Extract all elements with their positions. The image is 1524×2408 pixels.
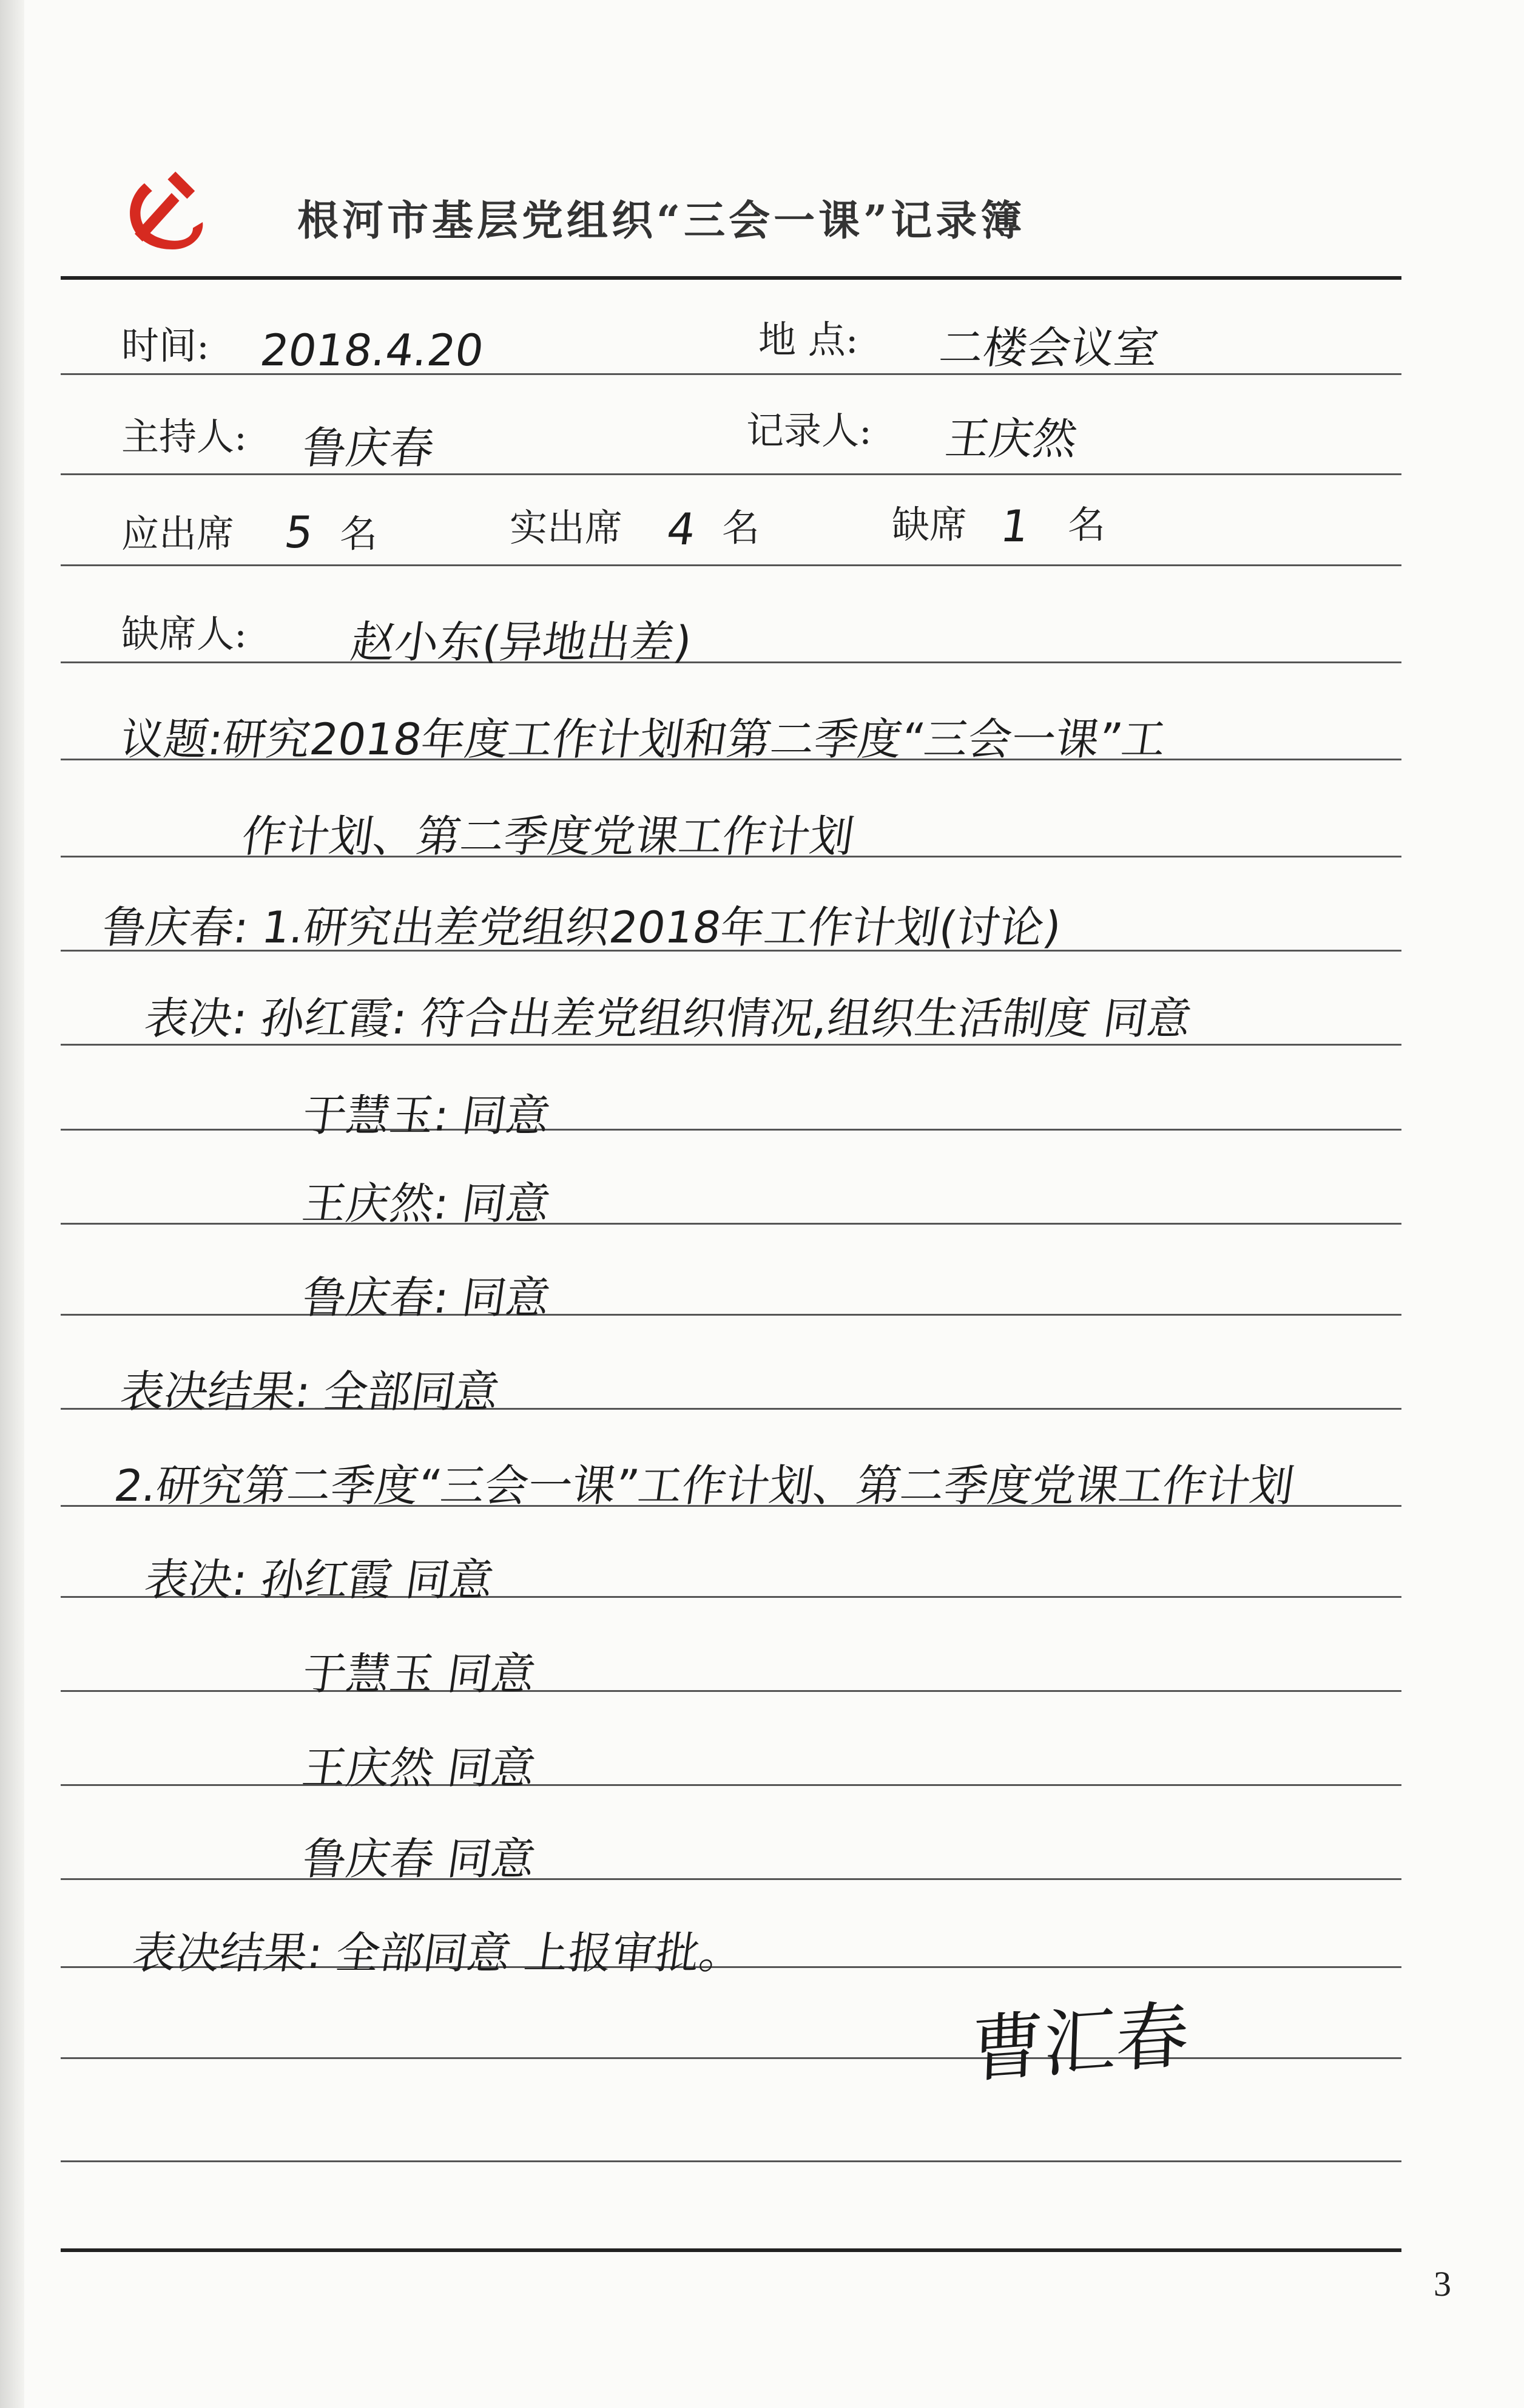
ruled-line	[61, 564, 1401, 566]
expected-value: 5	[282, 507, 317, 558]
ruled-line	[61, 1223, 1401, 1225]
vote-line: 于慧玉 同意	[299, 1648, 539, 1699]
party-emblem-icon	[115, 164, 212, 261]
time-label: 时间:	[121, 323, 209, 368]
agenda-line: 作计划、第二季度党课工作计划	[238, 811, 858, 862]
host-value: 鲁庆春	[299, 422, 438, 473]
expected-label: 应出席	[121, 512, 235, 556]
actual-unit: 名	[722, 506, 760, 550]
agenda-line: 议题:研究2018年度工作计划和第二季度“三会一课”工	[117, 714, 1170, 765]
time-value: 2018.4.20	[257, 325, 487, 376]
vote-line: 于慧玉: 同意	[299, 1090, 554, 1141]
actual-label: 实出席	[510, 506, 623, 550]
vote-result-line: 表决结果: 全部同意 上报审批。	[129, 1927, 747, 1978]
absent-label: 缺席	[892, 502, 968, 547]
book-binding-edge	[0, 0, 24, 2408]
vote-line: 表决: 孙红霞: 符合出差党组织情况,组织生活制度 同意	[141, 993, 1195, 1044]
actual-value: 4	[664, 504, 699, 555]
vote-line: 鲁庆春 同意	[299, 1833, 539, 1884]
recorder-value: 王庆然	[942, 413, 1081, 464]
page-title: 根河市基层党组织“三会一课”记录簿	[297, 197, 1026, 245]
page-header	[115, 164, 1420, 285]
ruled-line	[61, 1129, 1401, 1131]
expected-unit: 名	[340, 512, 378, 556]
vote-line: 表决: 孙红霞 同意	[141, 1554, 497, 1605]
page-number: 3	[1434, 2264, 1451, 2304]
ruled-line	[61, 661, 1401, 663]
vote-line: 王庆然: 同意	[299, 1178, 554, 1229]
vote-line: 王庆然 同意	[299, 1742, 539, 1793]
header-rule	[61, 276, 1401, 280]
absentee-label: 缺席人:	[121, 612, 247, 656]
absent-value: 1	[997, 501, 1033, 552]
ruled-line	[61, 1784, 1401, 1786]
ruled-line	[61, 1690, 1401, 1692]
absentee-value: 赵小东(异地出差)	[348, 617, 695, 668]
vote-result-line: 表决结果: 全部同意	[117, 1366, 503, 1417]
vote-line: 鲁庆春: 同意	[299, 1272, 554, 1323]
minutes-line: 鲁庆春: 1.研究出差党组织2018年工作计划(讨论)	[99, 902, 1065, 953]
place-label: 地 点:	[758, 317, 858, 362]
recorder-label: 记录人:	[746, 408, 872, 453]
minutes-line: 2.研究第二季度“三会一课”工作计划、第二季度党课工作计划	[111, 1460, 1298, 1511]
ruled-line	[61, 2057, 1401, 2059]
place-value: 二楼会议室	[936, 322, 1162, 373]
ruled-line	[61, 1314, 1401, 1316]
ruled-line	[61, 1878, 1401, 1880]
ruled-line	[61, 2160, 1401, 2162]
ruled-line	[61, 473, 1401, 475]
footer-rule	[61, 2248, 1401, 2252]
signature: 曹汇春	[969, 1993, 1190, 2093]
host-label: 主持人:	[121, 414, 247, 459]
absent-unit: 名	[1068, 502, 1106, 547]
